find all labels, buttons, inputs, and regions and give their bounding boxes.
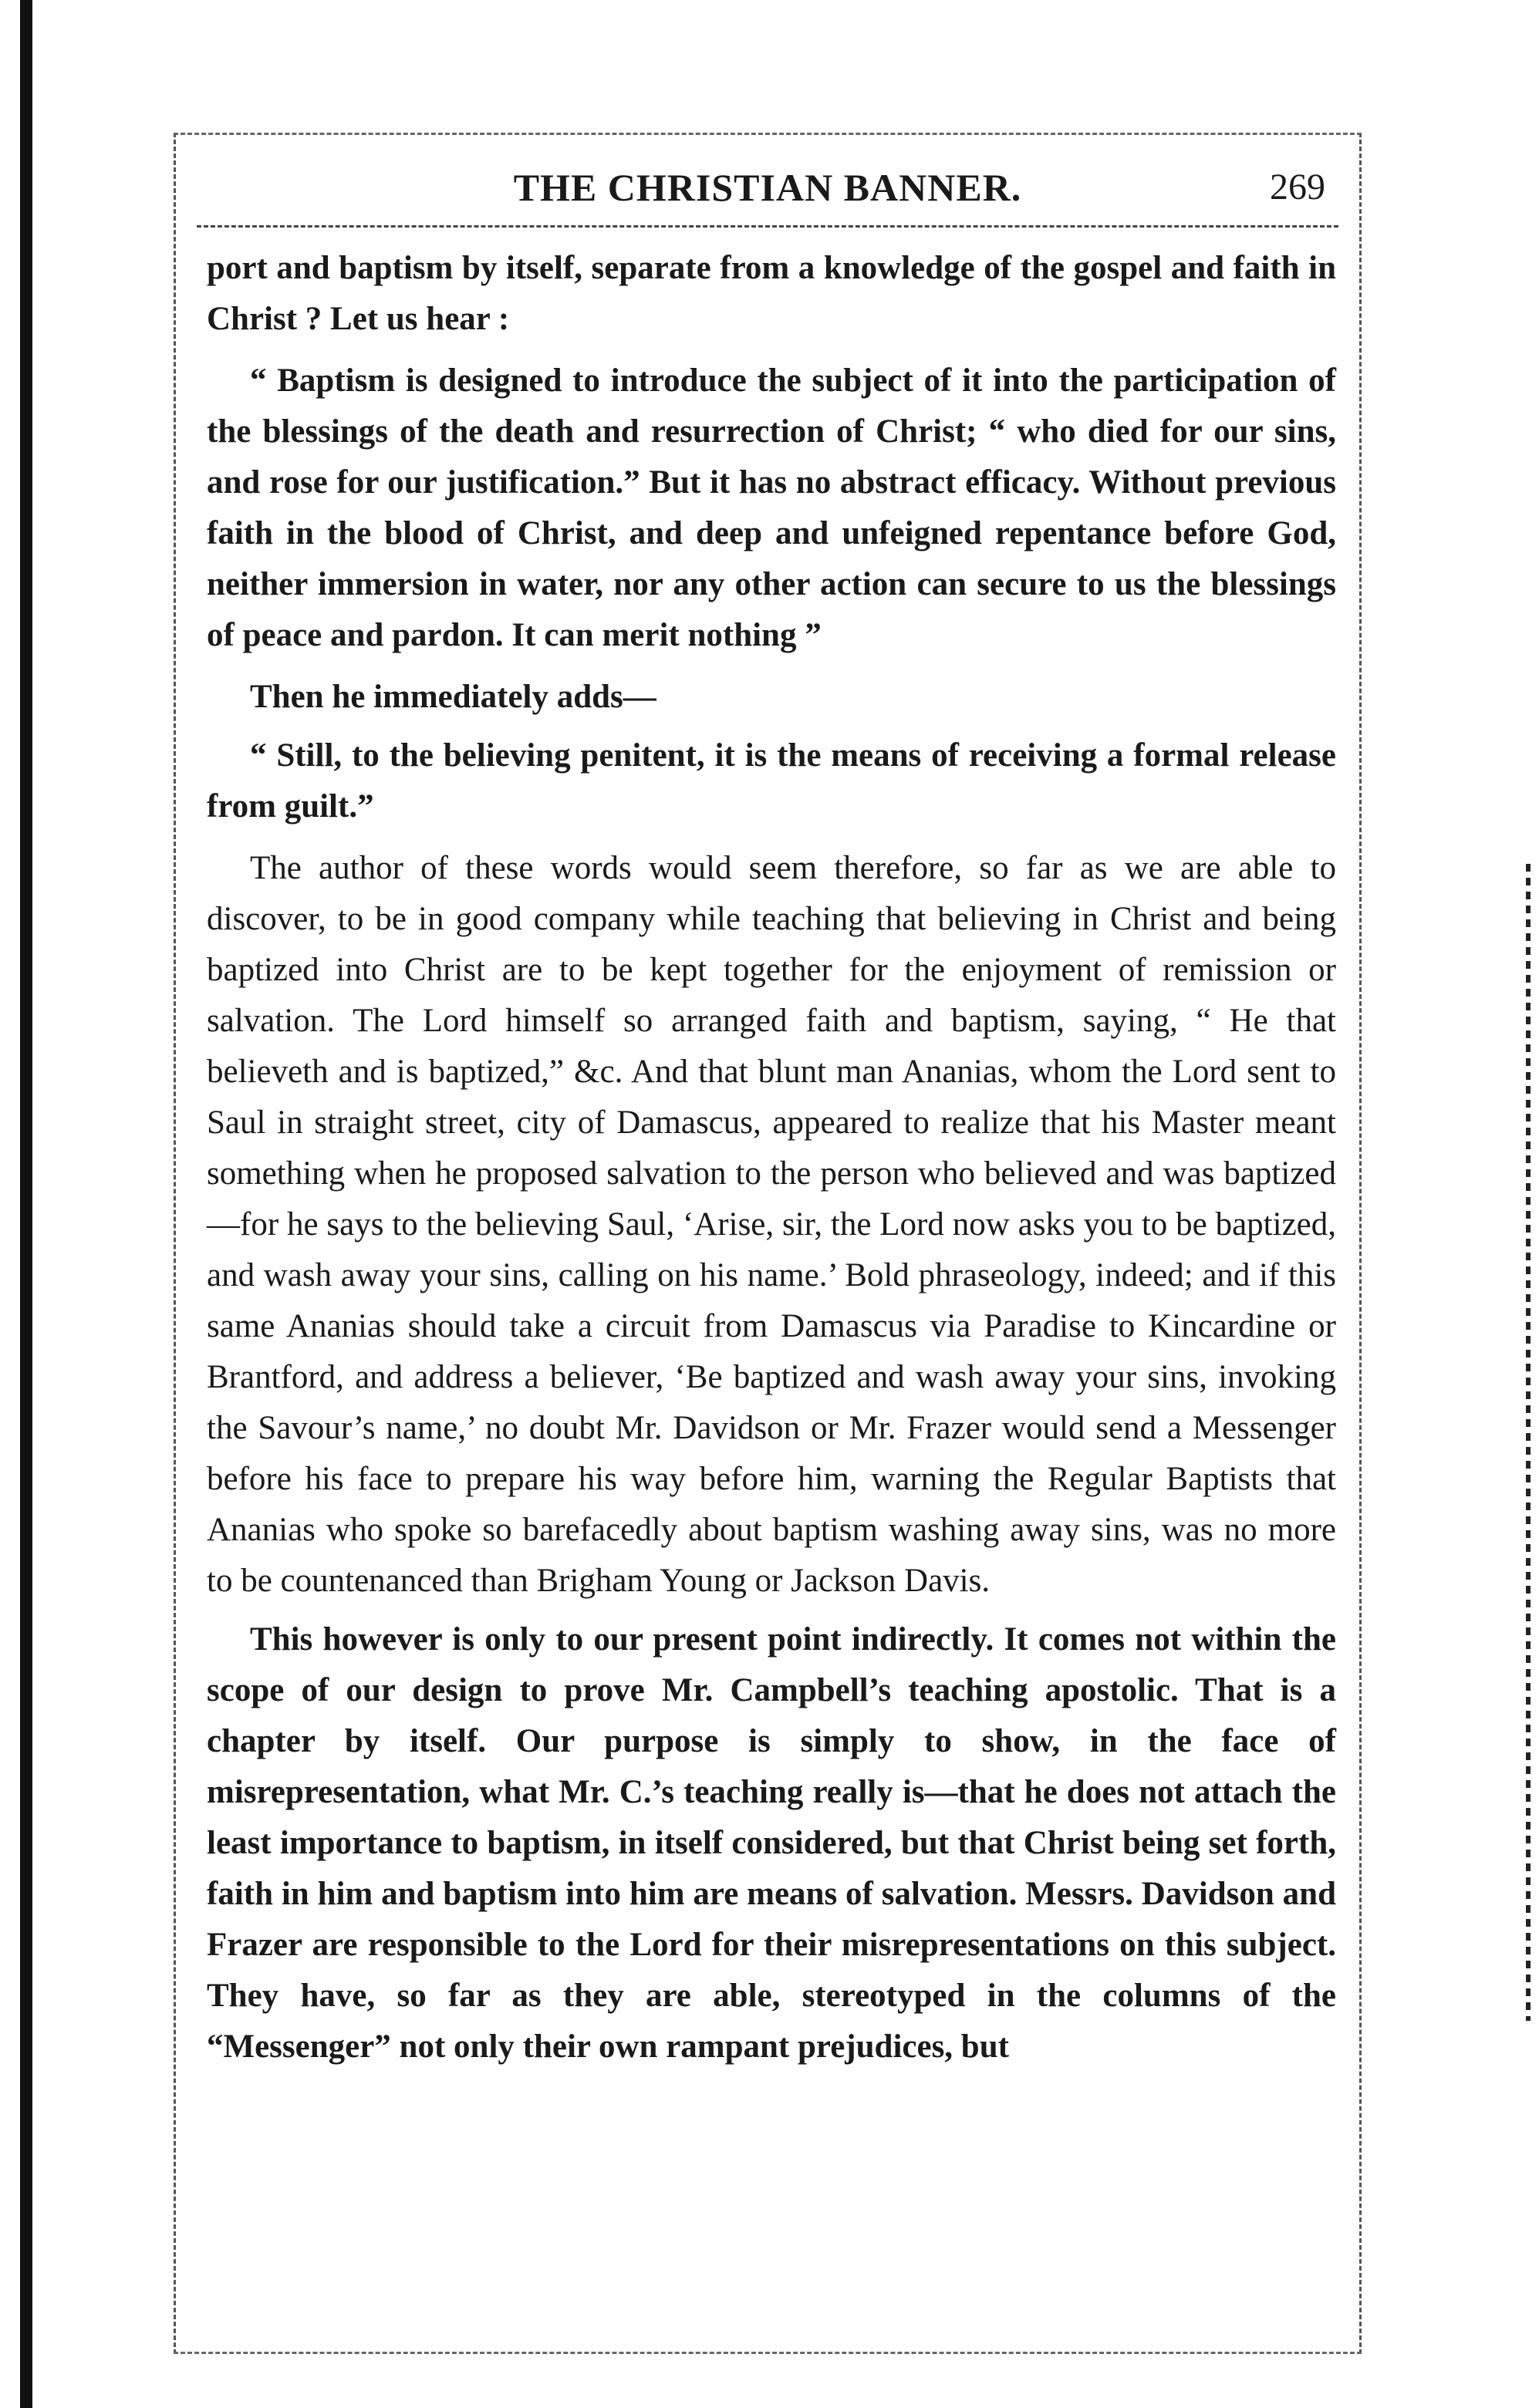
header-rule: [197, 225, 1338, 228]
journal-title: THE CHRISTIAN BANNER.: [513, 166, 1022, 209]
paragraph-1: port and baptism by itself, separate from a knowledge of the gospel and faith in Christ ? Let us hear :: [207, 250, 1336, 337]
scan-edge-right: [1526, 864, 1531, 2021]
page-number: 269: [1270, 167, 1325, 207]
running-header: [201, 160, 1335, 214]
paragraph-4: “ Still, to the believing penitent, it is the means of receiving a formal release from guilt.”: [207, 737, 1336, 825]
article-body: [207, 243, 1336, 2072]
paragraph-2: “ Baptism is designed to introduce the subject of it into the participation of the blessings of the death and resurrection of Christ; “ who died for our sins, and rose for our justification.” But it has no abstract efficacy. Without previous faith in the blood of Christ, and deep and unfeigned repentance before God, neither immersion in water, nor any other action can secure to us the blessings of peace and pardon. It can merit nothing ”: [207, 363, 1336, 653]
paragraph-6: This however is only to our present point indirectly. It comes not within the scope of our design to prove Mr. Campbell’s teaching apostolic. That is a chapter by itself. Our purpose is simply to show, in the face of misrepresentation, what Mr. C.’s teaching really is—that he does not attach the least importance to baptism, in itself considered, but that Christ being set forth, faith in him and baptism into him are means of salvation. Messrs. Davidson and Frazer are responsible to the Lord for their misrepresentations on this subject. They have, so far as they are able, stereotyped in the columns of the “Messenger” not only their own rampant prejudices, but: [207, 1621, 1336, 2065]
paragraph-3: Then he immediately adds—: [250, 679, 656, 715]
scan-edge-left: [20, 0, 32, 2408]
paragraph-5: The author of these words would seem therefore, so far as we are able to discover, to be in good company while teaching that believing in Christ and being baptized into Christ are to be kept together for the enjoyment of remission or salvation. The Lord himself so arranged faith and baptism, saying, “ He that believeth and is baptized,” &c. And that blunt man Ananias, whom the Lord sent to Saul in straight street, city of Damascus, appeared to realize that his Master meant something when he proposed salvation to the person who believed and was baptized—for he says to the believing Saul, ‘Arise, sir, the Lord now asks you to be baptized, and wash away your sins, calling on his name.’ Bold phraseology, indeed; and if this same Ananias should take a circuit from Damascus via Paradise to Kincardine or Brantford, and address a believer, ‘Be baptized and wash away your sins, invoking the Savour’s name,’ no doubt Mr. Davidson or Mr. Frazer would send a Messenger before his face to prepare his way before him, warning the Regular Baptists that Ananias who spoke so barefacedly about baptism washing away sins, was no more to be countenanced than Brigham Young or Jackson Davis.: [207, 850, 1336, 1599]
